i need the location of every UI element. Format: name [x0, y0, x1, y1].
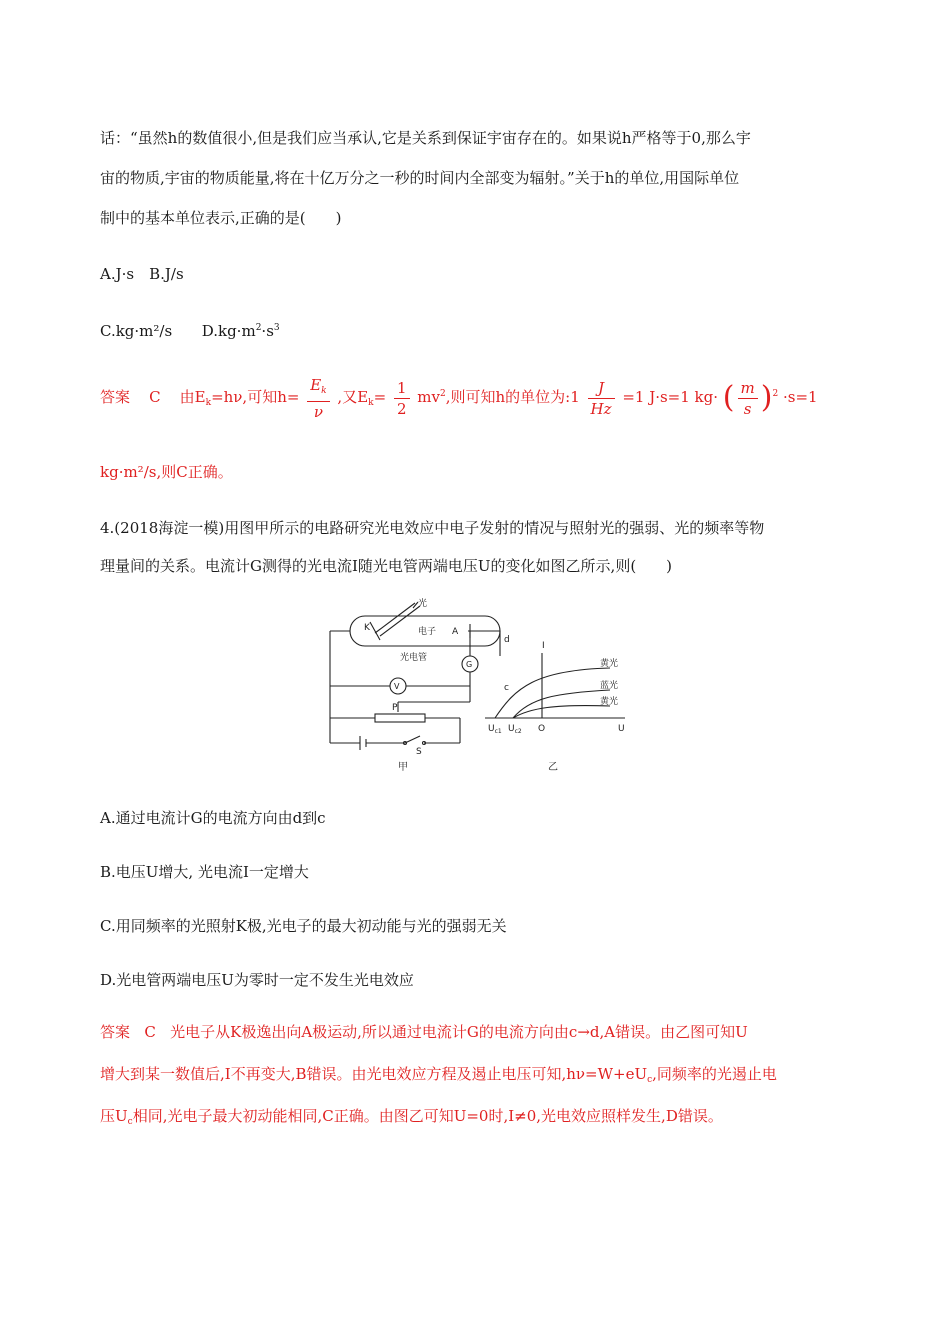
curve-yellow-strong — [495, 668, 610, 718]
fraction-m-over-s: $\frac{m}{s}$ — [738, 378, 758, 419]
q4-option-a: A.通过电流计G的电流方向由d到c — [100, 809, 326, 827]
q3-options-cd — [100, 310, 860, 349]
q4-answer-line3: 压$U_c$相同,光电子最大初动能相同,C正确。由图乙可知U=0时,I≠0,光电效应照样发生,D错误。 — [100, 1107, 723, 1127]
fraction-ek-over-nu: $\frac{E_k}{\nu}$ — [307, 375, 329, 422]
q3-stem-line3: 制中的基本单位表示,正确的是( ) — [100, 209, 342, 227]
switch-s — [405, 736, 420, 743]
q4-figure — [320, 598, 640, 783]
label-g: G — [466, 660, 473, 669]
label-d: d — [504, 635, 510, 645]
rheostat — [375, 714, 425, 722]
q3-stem-line1: 话：“虽然h的数值很小,但是我们应当承认,它是关系到保证宇宙存在的。如果说h严格等于0,那么宇 — [100, 129, 751, 147]
answer-choice: C — [149, 388, 161, 406]
q4-stem-line2: 理量间的关系。电流计G测得的光电流I随光电管两端电压U的变化如图乙所示,则( ) — [100, 557, 673, 575]
label-electron: 电子 — [418, 627, 437, 637]
fraction-one-half: $\frac{1}{2}$ — [394, 378, 410, 419]
q4-option-b: B.电压U增大, 光电流I一定增大 — [100, 863, 309, 881]
label-u-axis: U — [618, 724, 625, 734]
light-ray — [375, 603, 415, 633]
label-v: V — [394, 682, 400, 691]
circuit-and-graph — [320, 598, 640, 783]
q3-option-c: C.kg·m²/s — [100, 322, 173, 340]
q3-stem-line2: 宙的物质,宇宙的物质能量,将在十亿万分之一秒的时间内全部变为辐射。”关于h的单位,用国际单位 — [100, 169, 740, 187]
label-origin: O — [538, 724, 546, 734]
q4-stem-line1: 4.(2018海淀一模)用图甲所示的电路研究光电效应中电子发射的情况与照射光的强弱、光的频率等物 — [100, 519, 765, 537]
label-k: K — [364, 623, 370, 633]
q4-option-c: C.用同频率的光照射K极,光电子的最大初动能与光的强弱无关 — [100, 917, 507, 935]
label-s: S — [416, 747, 422, 757]
label-uc1: $U_{c1}$ — [488, 724, 502, 735]
answer-label: 答案 — [100, 1023, 131, 1041]
q4-answer-line2: 增大到某一数值后,I不再变大,B错误。由光电效应方程及遏止电压可知$,h\nu=W+eU_c$,同频率的光遏止电 — [100, 1065, 777, 1085]
label-curve1: 黄光 — [600, 659, 619, 669]
q3-option-ab: A.J·s B.J/s — [100, 265, 184, 283]
q4-answer-line1: 答案 C 光电子从K极逸出向A极运动,所以通过电流计G的电流方向由c→d,A错误。由乙图可知U — [100, 1023, 748, 1041]
q3-answer-line2: kg·m²/s,则C正确。 — [100, 463, 233, 481]
answer-choice: C — [144, 1023, 156, 1041]
curve-blue — [513, 690, 610, 718]
label-light: 光 — [418, 599, 428, 609]
q3-option-d: $D.kg\cdot m^2\cdot s^3$ — [201, 322, 280, 340]
label-p: P — [392, 703, 398, 713]
q3-answer: 答案 C 由$E_k=h\nu$,可知h= $\frac{E_k}{\nu}$ ,又$E_k=$ $\frac{1}{2}$ $mv^2$,则可知h的单位为:1 $\frac{J}{Hz}$ =1 J·s=1 kg· ( $\frac{m}{s}$ )$^2$ ·s=1 — [100, 375, 818, 421]
answer-label: 答案 — [100, 388, 131, 406]
q4-option-d: D.光电管两端电压U为零时一定不发生光电效应 — [100, 971, 414, 989]
label-curve2: 蓝光 — [600, 681, 619, 691]
label-tube: 光电管 — [400, 653, 428, 663]
label-a: A — [452, 627, 459, 637]
label-curve3: 黄光 — [600, 697, 619, 707]
label-jia: 甲 — [398, 762, 408, 773]
fraction-j-over-hz: $\frac{J}{Hz}$ — [588, 378, 615, 419]
label-yi: 乙 — [548, 762, 558, 773]
label-c: c — [504, 683, 509, 693]
label-i-axis: I — [542, 641, 545, 651]
curve-yellow-weak — [513, 706, 610, 719]
label-uc2: $U_{c2}$ — [508, 724, 522, 735]
